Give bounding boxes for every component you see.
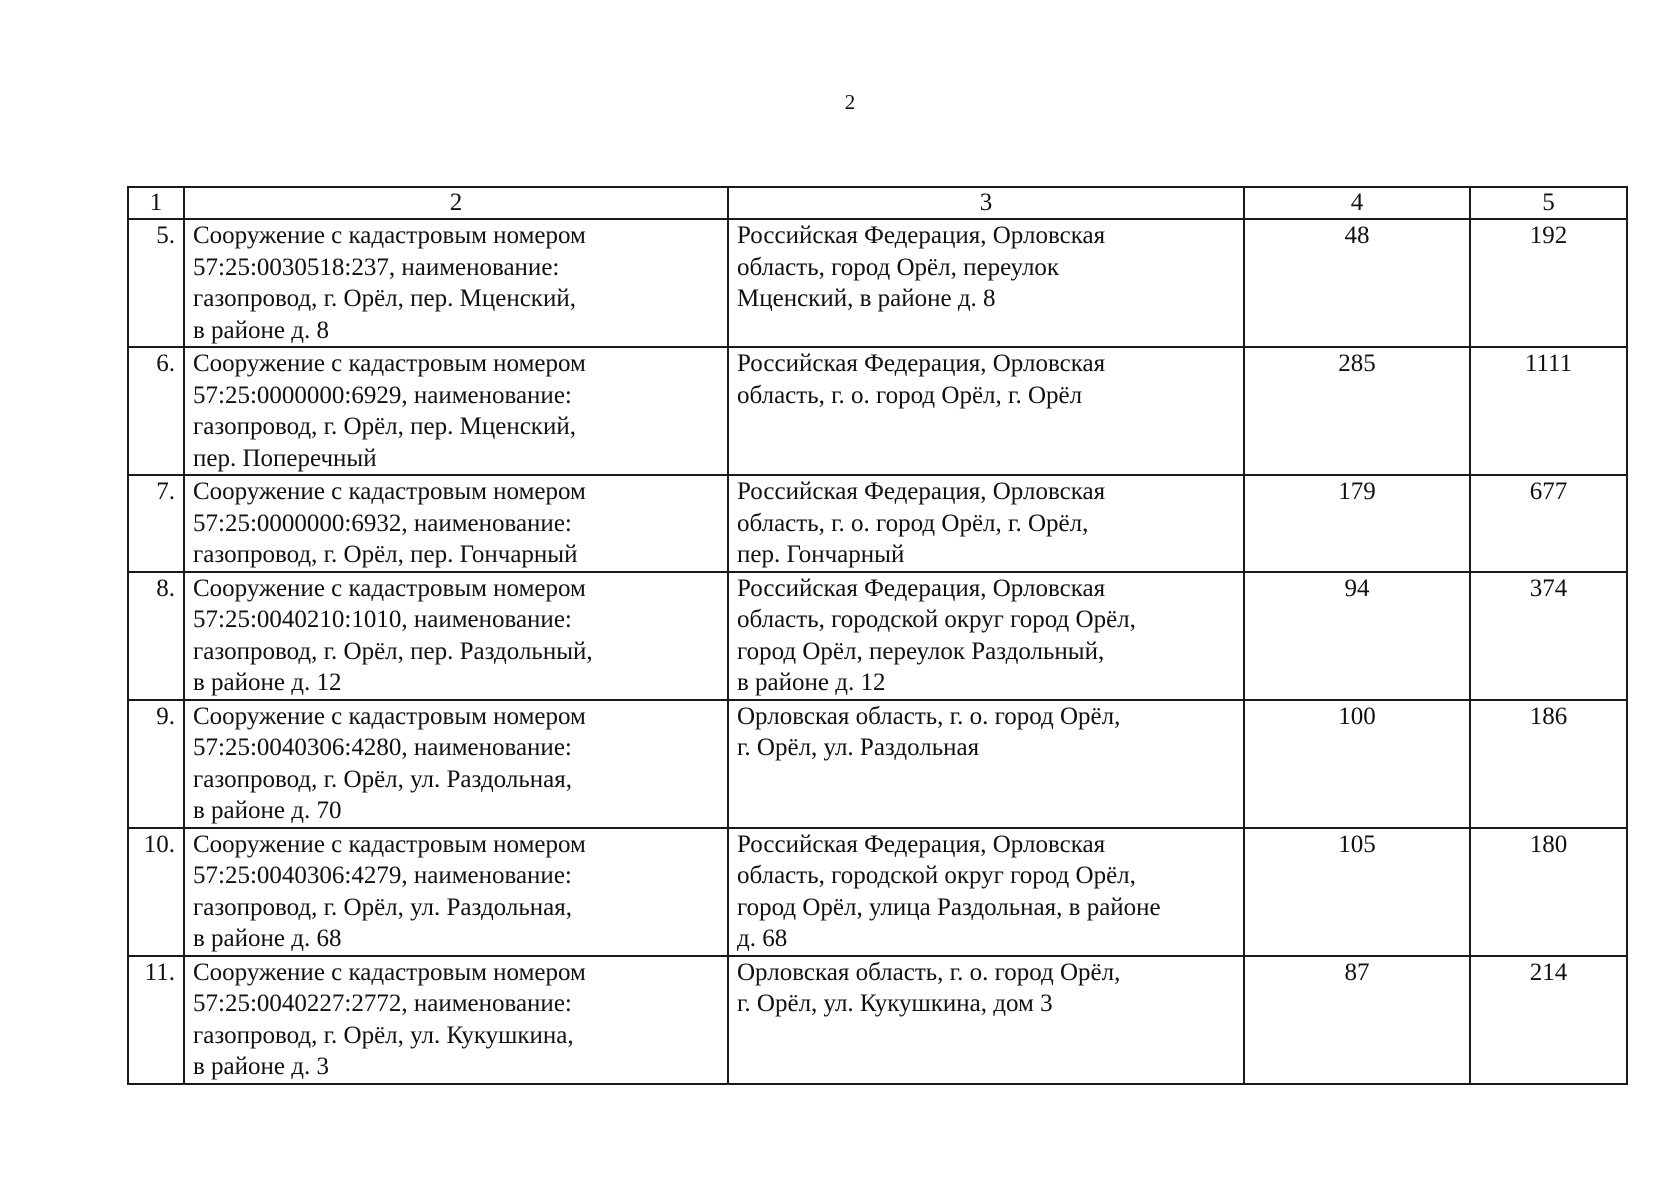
object-address: Российская Федерация, Орловская область, городской округ город Орёл, город Орёл, улица Раздольная, в районе д. 68 (728, 828, 1244, 956)
object-description: Сооружение с кадастровым номером 57:25:0040227:2772, наименование: газопровод, г. Орёл, ул. Кукушкина, в районе д. 3 (184, 956, 728, 1084)
object-address: Орловская область, г. о. город Орёл, г. Орёл, ул. Раздольная (728, 700, 1244, 828)
row-number: 7. (128, 475, 184, 572)
row-number: 8. (128, 572, 184, 700)
object-description: Сооружение с кадастровым номером 57:25:0040306:4280, наименование: газопровод, г. Орёл, ул. Раздольная, в районе д. 70 (184, 700, 728, 828)
row-number: 5. (128, 219, 184, 347)
table-row (128, 475, 1627, 572)
column-header: 1 (128, 187, 184, 219)
row-number: 6. (128, 347, 184, 475)
column-header: 2 (184, 187, 728, 219)
column-5-value: 677 (1470, 475, 1627, 572)
object-description: Сооружение с кадастровым номером 57:25:0000000:6932, наименование: газопровод, г. Орёл, пер. Гончарный (184, 475, 728, 572)
column-5-value: 180 (1470, 828, 1627, 956)
column-4-value: 87 (1244, 956, 1470, 1084)
table-row (128, 347, 1627, 475)
object-address: Российская Федерация, Орловская область, город Орёл, переулок Мценский, в районе д. 8 (728, 219, 1244, 347)
column-5-value: 374 (1470, 572, 1627, 700)
object-description: Сооружение с кадастровым номером 57:25:0030518:237, наименование: газопровод, г. Орёл, пер. Мценский, в районе д. 8 (184, 219, 728, 347)
column-5-value: 192 (1470, 219, 1627, 347)
column-4-value: 179 (1244, 475, 1470, 572)
column-header: 3 (728, 187, 1244, 219)
object-address: Орловская область, г. о. город Орёл, г. Орёл, ул. Кукушкина, дом 3 (728, 956, 1244, 1084)
objects-table (127, 186, 1628, 1085)
row-number: 11. (128, 956, 184, 1084)
page-number: 2 (844, 90, 856, 114)
column-header: 5 (1470, 187, 1627, 219)
column-4-value: 105 (1244, 828, 1470, 956)
object-description: Сооружение с кадастровым номером 57:25:0040210:1010, наименование: газопровод, г. Орёл, пер. Раздольный, в районе д. 12 (184, 572, 728, 700)
column-4-value: 285 (1244, 347, 1470, 475)
table-row (128, 219, 1627, 347)
column-4-value: 94 (1244, 572, 1470, 700)
row-number: 10. (128, 828, 184, 956)
object-address: Российская Федерация, Орловская область, г. о. город Орёл, г. Орёл, пер. Гончарный (728, 475, 1244, 572)
table-row (128, 828, 1627, 956)
table-header-row (128, 187, 1627, 219)
column-5-value: 186 (1470, 700, 1627, 828)
object-description: Сооружение с кадастровым номером 57:25:0040306:4279, наименование: газопровод, г. Орёл, ул. Раздольная, в районе д. 68 (184, 828, 728, 956)
table-row (128, 700, 1627, 828)
table-row (128, 956, 1627, 1084)
column-4-value: 48 (1244, 219, 1470, 347)
column-5-value: 214 (1470, 956, 1627, 1084)
object-address: Российская Федерация, Орловская область, г. о. город Орёл, г. Орёл (728, 347, 1244, 475)
column-header: 4 (1244, 187, 1470, 219)
column-5-value: 1111 (1470, 347, 1627, 475)
table-row (128, 572, 1627, 700)
row-number: 9. (128, 700, 184, 828)
object-description: Сооружение с кадастровым номером 57:25:0000000:6929, наименование: газопровод, г. Орёл, пер. Мценский, пер. Поперечный (184, 347, 728, 475)
column-4-value: 100 (1244, 700, 1470, 828)
object-address: Российская Федерация, Орловская область, городской округ город Орёл, город Орёл, переулок Раздольный, в районе д. 12 (728, 572, 1244, 700)
